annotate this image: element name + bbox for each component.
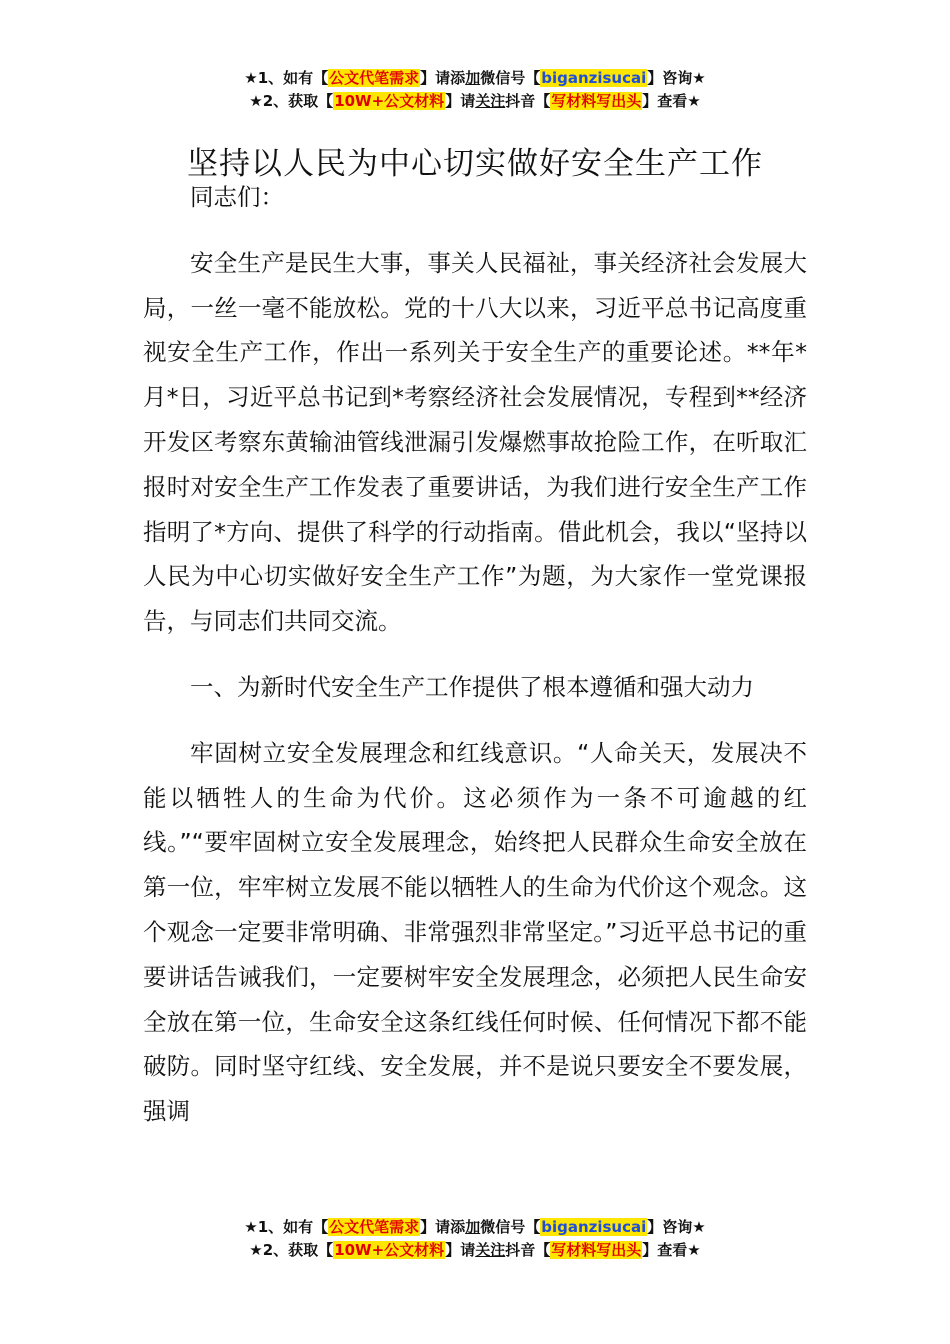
banner-wechat-id: biganzisucai xyxy=(541,69,647,87)
banner-line-2 xyxy=(0,1239,950,1262)
banner-highlight: 公文代笔需求 xyxy=(329,1218,420,1236)
banner-highlight: 10W+公文材料 xyxy=(334,1241,445,1259)
document-title: 坚持以人民为中心切实做好安全生产工作 xyxy=(187,145,763,182)
banner-text: 微信号【 xyxy=(480,69,541,87)
banner-text: 抖音【 xyxy=(505,1241,551,1259)
header-banner xyxy=(0,67,950,113)
banner-text: 】查看★ xyxy=(642,1241,701,1259)
banner-text: 】请添 xyxy=(420,69,466,87)
banner-text: 】请 xyxy=(445,1241,476,1259)
banner-highlight: 写材料写出头 xyxy=(551,92,642,110)
banner-highlight: 写材料写出头 xyxy=(551,1241,642,1259)
banner-text: ★1、如有【 xyxy=(244,69,329,87)
document-body xyxy=(143,175,807,1155)
banner-line-1 xyxy=(0,1216,950,1239)
banner-text: 抖音【 xyxy=(505,92,551,110)
banner-text: 】咨询★ xyxy=(647,1218,706,1236)
banner-underlined: 加 xyxy=(465,1218,481,1236)
footer-banner xyxy=(0,1216,950,1262)
banner-text: ★2、获取【 xyxy=(249,92,334,110)
paragraph: 牢固树立安全发展理念和红线意识。“人命关天，发展决不能以牺牲人的生命为代价。这必须作为一条不可逾越的红线。”“要牢固树立安全发展理念，始终把人民群众生命安全放在第一位，牢牢树立发展不能以牺牲人的生命为代价这个观念。这个观念一定要非常明确、非常强烈非常坚定。”习近平总书记的重要讲话告诫我们，一定要树牢安全发展理念，必须把人民生命安全放在第一位，生命安全这条红线任何时候、任何情况下都不能破防。同时坚守红线、安全发展，并不是说只要安全不要发展，强调 xyxy=(143,738,807,1126)
section-heading: 一、为新时代安全生产工作提供了根本遵循和强大动力 xyxy=(190,672,754,701)
banner-underlined: 关注 xyxy=(475,1241,506,1259)
banner-line-2 xyxy=(0,90,950,113)
banner-text: 】咨询★ xyxy=(647,69,706,87)
paragraph: 安全生产是民生大事，事关人民福祉，事关经济社会发展大局，一丝一毫不能放松。党的十八大以来，习近平总书记高度重视安全生产工作，作出一系列关于安全生产的重要论述。**年*月*日，习近平总书记到*考察经济社会发展情况，专程到**经济开发区考察东黄输油管线泄漏引发爆燃事故抢险工作，在听取汇报时对安全生产工作发表了重要讲话，为我们进行安全生产工作指明了*方向、提供了科学的行动指南。借此机会，我以“坚持以人民为中心切实做好安全生产工作”为题，为大家作一堂党课报告，与同志们共同交流。 xyxy=(143,248,807,636)
banner-text: ★1、如有【 xyxy=(244,1218,329,1236)
banner-text: 】查看★ xyxy=(642,92,701,110)
banner-text: 】请 xyxy=(445,92,476,110)
banner-text: 】请添 xyxy=(420,1218,466,1236)
banner-wechat-id: biganzisucai xyxy=(541,1218,647,1236)
banner-underlined: 关注 xyxy=(475,92,506,110)
greeting: 同志们： xyxy=(190,183,284,211)
banner-highlight: 公文代笔需求 xyxy=(329,69,420,87)
banner-text: ★2、获取【 xyxy=(249,1241,334,1259)
banner-underlined: 加 xyxy=(465,69,481,87)
banner-line-1 xyxy=(0,67,950,90)
banner-highlight: 10W+公文材料 xyxy=(334,92,445,110)
banner-text: 微信号【 xyxy=(480,1218,541,1236)
